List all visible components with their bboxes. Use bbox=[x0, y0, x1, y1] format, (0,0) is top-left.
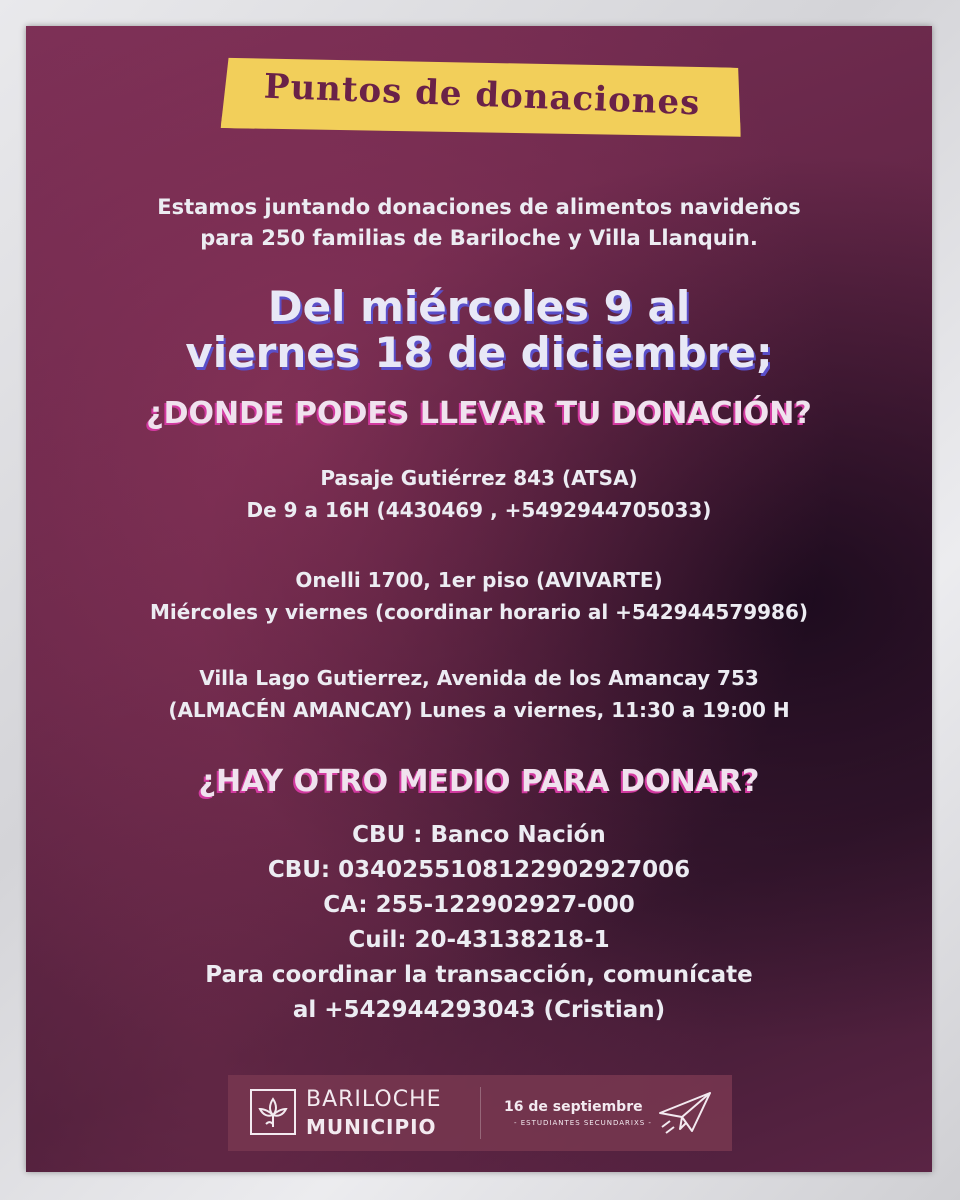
location-1 bbox=[26, 462, 932, 526]
intro-text bbox=[26, 192, 932, 254]
bank-line: CBU: 0340255108122902927006 bbox=[267, 857, 691, 883]
location-hours: De 9 a 16H (4430469 , +5492944705033) bbox=[246, 498, 712, 522]
bank-line: Cuil: 20-43138218-1 bbox=[348, 927, 610, 953]
municipality-logo-line1: BARILOCHE bbox=[306, 1087, 442, 1112]
date-line: Del miércoles 9 al bbox=[267, 282, 691, 331]
partner-subtitle: - ESTUDIANTES SECUNDARIXS - bbox=[514, 1119, 652, 1127]
sponsor-footer bbox=[228, 1075, 732, 1151]
location-address: Onelli 1700, 1er piso (AVIVARTE) bbox=[295, 568, 663, 592]
bank-line: CA: 255-122902927-000 bbox=[323, 892, 635, 918]
flower-icon bbox=[250, 1089, 296, 1135]
intro-line: para 250 familias de Bariloche y Villa Llanquin. bbox=[200, 226, 758, 250]
other-method-heading: ¿HAY OTRO MEDIO PARA DONAR? bbox=[198, 764, 760, 799]
date-line: viernes 18 de diciembre; bbox=[185, 328, 773, 377]
bank-details bbox=[26, 818, 932, 1028]
location-hours: Miércoles y viernes (coordinar horario al +542944579986) bbox=[149, 600, 809, 624]
date-range bbox=[26, 284, 932, 376]
municipality-logo-line2: MUNICIPIO bbox=[306, 1115, 437, 1139]
banner-title: Puntos de donaciones bbox=[263, 66, 702, 124]
location-address: Villa Lago Gutierrez, Avenida de los Amancay 753 bbox=[199, 666, 759, 690]
location-2 bbox=[26, 564, 932, 628]
bank-line: al +542944293043 (Cristian) bbox=[292, 997, 666, 1023]
location-hours: (ALMACÉN AMANCAY) Lunes a viernes, 11:30 a 19:00 H bbox=[168, 698, 790, 722]
title-banner bbox=[221, 48, 744, 148]
location-address: Pasaje Gutiérrez 843 (ATSA) bbox=[320, 466, 638, 490]
where-heading: ¿DONDE PODES LLEVAR TU DONACIÓN? bbox=[146, 396, 812, 431]
bank-line: CBU : Banco Nación bbox=[352, 822, 606, 848]
poster bbox=[26, 26, 932, 1172]
partner-name: 16 de septiembre bbox=[504, 1099, 643, 1115]
paper-plane-icon bbox=[656, 1087, 714, 1139]
intro-line: Estamos juntando donaciones de alimentos navideños bbox=[157, 195, 801, 219]
footer-divider bbox=[480, 1087, 481, 1139]
location-3 bbox=[26, 662, 932, 726]
bank-line: Para coordinar la transacción, comunícate bbox=[205, 962, 753, 988]
